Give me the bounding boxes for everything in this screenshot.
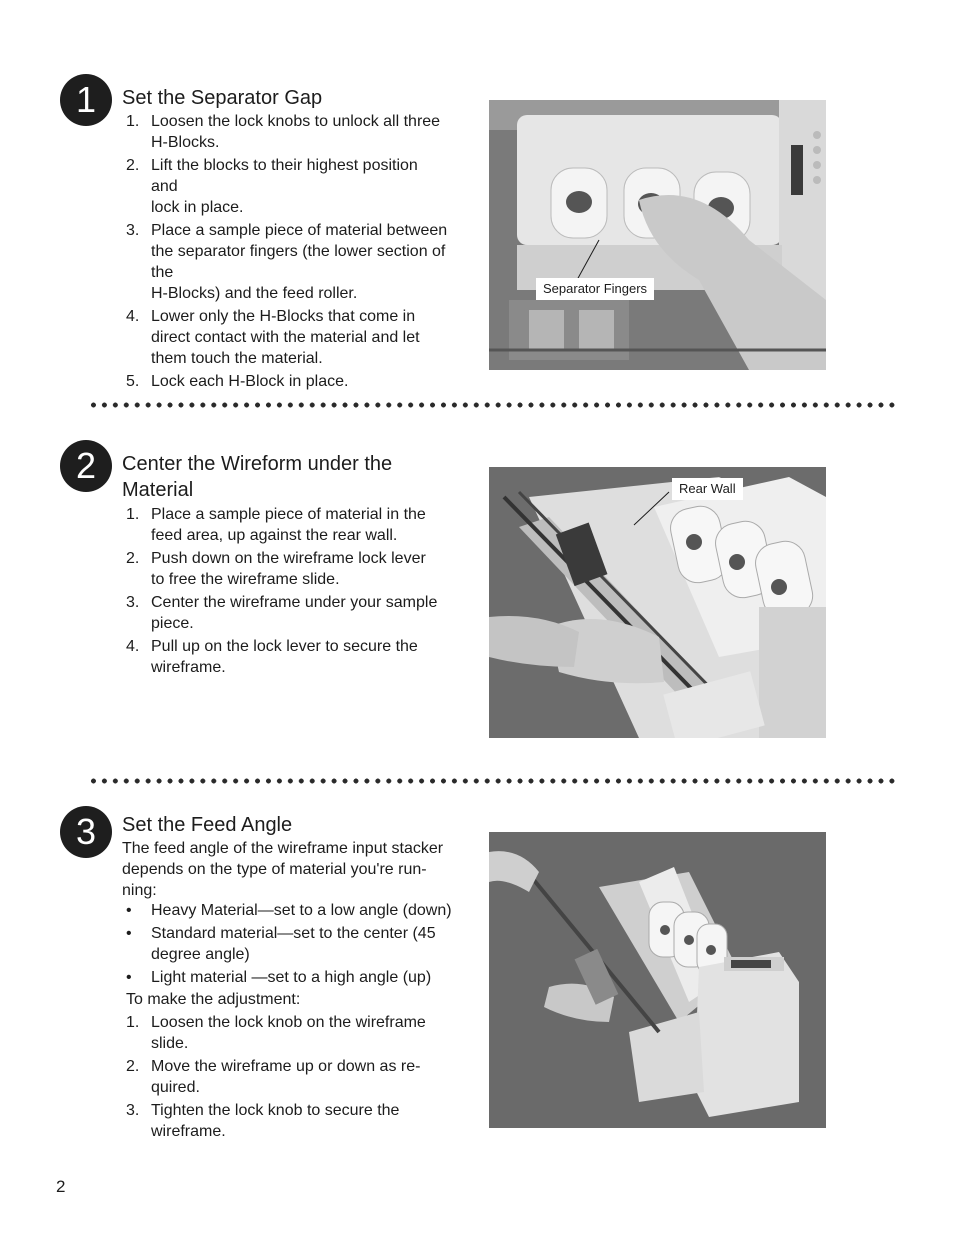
feed-angle-intro: The feed angle of the wireframe input stacker depends on the type of material you're run- ning:: [122, 840, 444, 899]
list-item: 1. Loosen the lock knobs to unlock all three H-Blocks.: [126, 113, 441, 151]
list-item: 4. Lower only the H-Blocks that come in direct contact with the material and let them touch the material.: [126, 308, 420, 367]
separator-gap-photo: [489, 100, 826, 370]
list-item: 3. Center the wireframe under your sample piece.: [126, 594, 438, 632]
section-1-steps: [122, 111, 482, 394]
section-2-steps: [122, 504, 482, 680]
list-item: 4. Pull up on the lock lever to secure the wireframe.: [126, 638, 418, 676]
list-item: 2. Move the wireframe up or down as re- quired.: [126, 1058, 421, 1096]
list-item: 1. Loosen the lock knob on the wireframe slide.: [126, 1014, 426, 1052]
feed-angle-photo: [489, 832, 826, 1128]
dotted-divider: [88, 778, 898, 784]
step-3-badge: 3: [60, 806, 112, 858]
list-item: 5. Lock each H-Block in place.: [126, 373, 349, 390]
dotted-divider: [88, 402, 898, 408]
page-number: 2: [56, 1177, 66, 1196]
list-item: 2. Push down on the wireframe lock lever to free the wireframe slide.: [126, 550, 426, 588]
section-1-title: Set the Separator Gap: [122, 87, 323, 109]
rear-wall-callout: Rear Wall: [672, 478, 743, 500]
adjustment-label: To make the adjustment:: [126, 991, 301, 1008]
separator-fingers-callout: Separator Fingers: [536, 278, 654, 300]
section-2-title: Center the Wireform under the Material: [122, 453, 393, 501]
list-item: • Heavy Material—set to a low angle (down): [126, 902, 452, 919]
material-angle-list: [122, 900, 492, 990]
wireform-photo: [489, 467, 826, 738]
list-item: 2. Lift the blocks to their highest position and lock in place.: [126, 157, 418, 216]
list-item: • Light material —set to a high angle (up): [126, 969, 432, 986]
list-item: 3. Tighten the lock knob to secure the wireframe.: [126, 1102, 400, 1140]
list-item: • Standard material—set to the center (45 degree angle): [126, 925, 436, 963]
list-item: 1. Place a sample piece of material in the feed area, up against the rear wall.: [126, 506, 426, 544]
section-3-steps: [122, 1012, 482, 1144]
section-3-title: Set the Feed Angle: [122, 814, 293, 836]
step-2-badge: 2: [60, 440, 112, 492]
list-item: 3. Place a sample piece of material between the separator fingers (the lower section of the H-Blocks) and the feed roller.: [126, 222, 448, 302]
step-1-badge: 1: [60, 74, 112, 126]
